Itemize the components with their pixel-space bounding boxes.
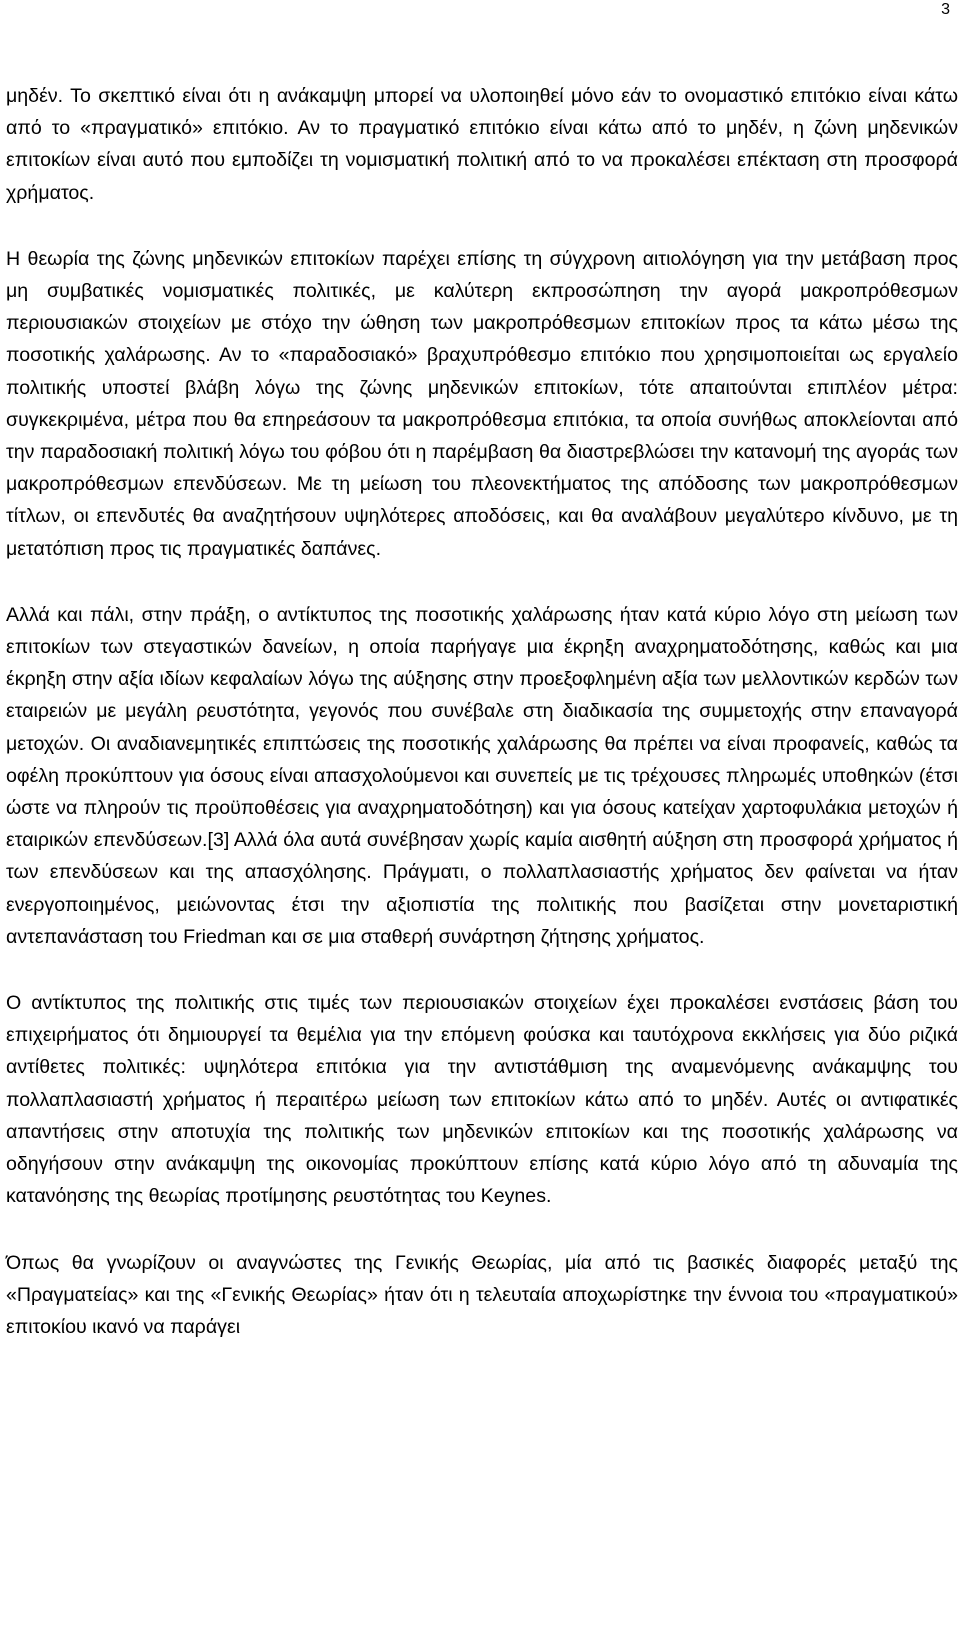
paragraph-5: Όπως θα γνωρίζουν οι αναγνώστες της Γενικής Θεωρίας, μία από τις βασικές διαφορές μεταξύ της «Πραγματείας» και της «Γενικής Θεωρίας» ήταν ότι η τελευταία αποχωρίστηκε την έννοια του «πραγματικού» επιτοκίου ικανό να παράγει (6, 1251, 958, 1338)
paragraph-2: Η θεωρία της ζώνης μηδενικών επιτοκίων παρέχει επίσης τη σύγχρονη αιτιολόγηση για την μετάβαση προς μη συμβατικές νομισματικές πολιτικές, με καλύτερη εκπροσώπηση την αγορά μακροπρόθεσμων περιουσιακών στοιχείων με στόχο την ώθηση των μακροπρόθεσμων επιτοκίων προς τα κάτω μέσω της ποσοτικής χαλάρωσης. Αν το «παραδοσιακό» βραχυπρόθεσμο επιτόκιο που χρησιμοποιείται ως εργαλείο πολιτικής υποστεί βλάβη λόγω της ζώνης μηδενικών επιτοκίων, τότε απαιτούνται επιπλέον μέτρα: συγκεκριμένα, μέτρα που θα επηρεάσουν τα μακροπρόθεσμα επιτόκια, τα οποία συνήθως αποκλείονται από την παραδοσιακή πολιτική λόγω του φόβου ότι η παρέμβαση θα διαστρεβλώσει την κατανομή της αγοράς των μακροπρόθεσμων επενδύσεων. Με τη μείωση του πλεονεκτήματος της απόδοσης των μακροπρόθεσμων τίτλων, οι επενδυτές θα αναζητήσουν υψηλότερες αποδόσεις, και θα αναλάβουν μεγαλύτερο κίνδυνο, με τη μετατόπιση προς τις πραγματικές δαπάνες. (6, 247, 958, 560)
paragraph-1: μηδέν. Το σκεπτικό είναι ότι η ανάκαμψη μπορεί να υλοποιηθεί μόνο εάν το ονομαστικό επιτόκιο είναι κάτω από το «πραγματικό» επιτόκιο. Αν το πραγματικό επιτόκιο είναι κάτω από το μηδέν, η ζώνη μηδενικών επιτοκίων είναι αυτό που εμποδίζει τη νομισματική πολιτική από το να προκαλέσει επέκταση στη προσφορά χρήματος. (6, 85, 958, 204)
paragraph-3: Αλλά και πάλι, στην πράξη, ο αντίκτυπος της ποσοτικής χαλάρωσης ήταν κατά κύριο λόγο στη μείωση των επιτοκίων των στεγαστικών δανείων, η οποία παρήγαγε μια έκρηξη αναχρηματοδότησης, καθώς και μια έκρηξη στην αξία ιδίων κεφαλαίων λόγω της αύξησης στην προεξοφλημένη αξία των μελλοντικών κερδών των εταιρειών με μεγάλη ρευστότητα, γεγονός που συνέβαλε στη διαδικασία της συμμετοχής στην επαναγορά μετοχών. Οι αναδιανεμητικές επιπτώσεις της ποσοτικής χαλάρωσης θα πρέπει να είναι προφανείς, καθώς τα οφέλη προκύπτουν για όσους είναι απασχολούμενοι και συνεπείς με τις τρέχουσες πληρωμές υποθηκών (έτσι ώστε να πληρούν τις προϋποθέσεις για αναχρηματοδότηση) και για όσους κατείχαν χαρτοφυλάκια μετοχών ή εταιρικών επενδύσεων.[3] Αλλά όλα αυτά συνέβησαν χωρίς καμία αισθητή αύξηση στη προσφορά χρήματος ή των επενδύσεων και της απασχόλησης. Πράγματι, ο πολλαπλασιαστής χρήματος δεν φαίνεται να ήταν ενεργοποιημένος, μειώνοντας έτσι την αξιοπιστία της πολιτικής που βασίζεται στην μονεταριστική αντεπανάσταση του Friedman και σε μια σταθερή συνάρτηση ζήτησης χρήματος. (6, 603, 958, 948)
paragraph-4: Ο αντίκτυπος της πολιτικής στις τιμές των περιουσιακών στοιχείων έχει προκαλέσει ενστάσεις βάση του επιχειρήματος ότι δημιουργεί τα θεμέλια για την επόμενη φούσκα και ταυτόχρονα εκκλήσεις για δύο ριζικά αντίθετες πολιτικές: υψηλότερα επιτόκια για την αντιστάθμιση της αναμενόμενης ανάκαμψης του πολλαπλασιαστή χρήματος ή περαιτέρω μείωση των επιτοκίων κάτω από το μηδέν. Αυτές οι αντιφατικές απαντήσεις στην αποτυχία της πολιτικής των μηδενικών επιτοκίων και της ποσοτικής χαλάρωσης να οδηγήσουν στην ανάκαμψη της οικονομίας προκύπτουν επίσης κατά κύριο λόγο από τη αδυναμία της κατανόησης της θεωρίας προτίμησης ρευστότητας του Keynes. (6, 992, 958, 1208)
document-body (6, 80, 958, 1377)
page-number: 3 (941, 1, 950, 18)
